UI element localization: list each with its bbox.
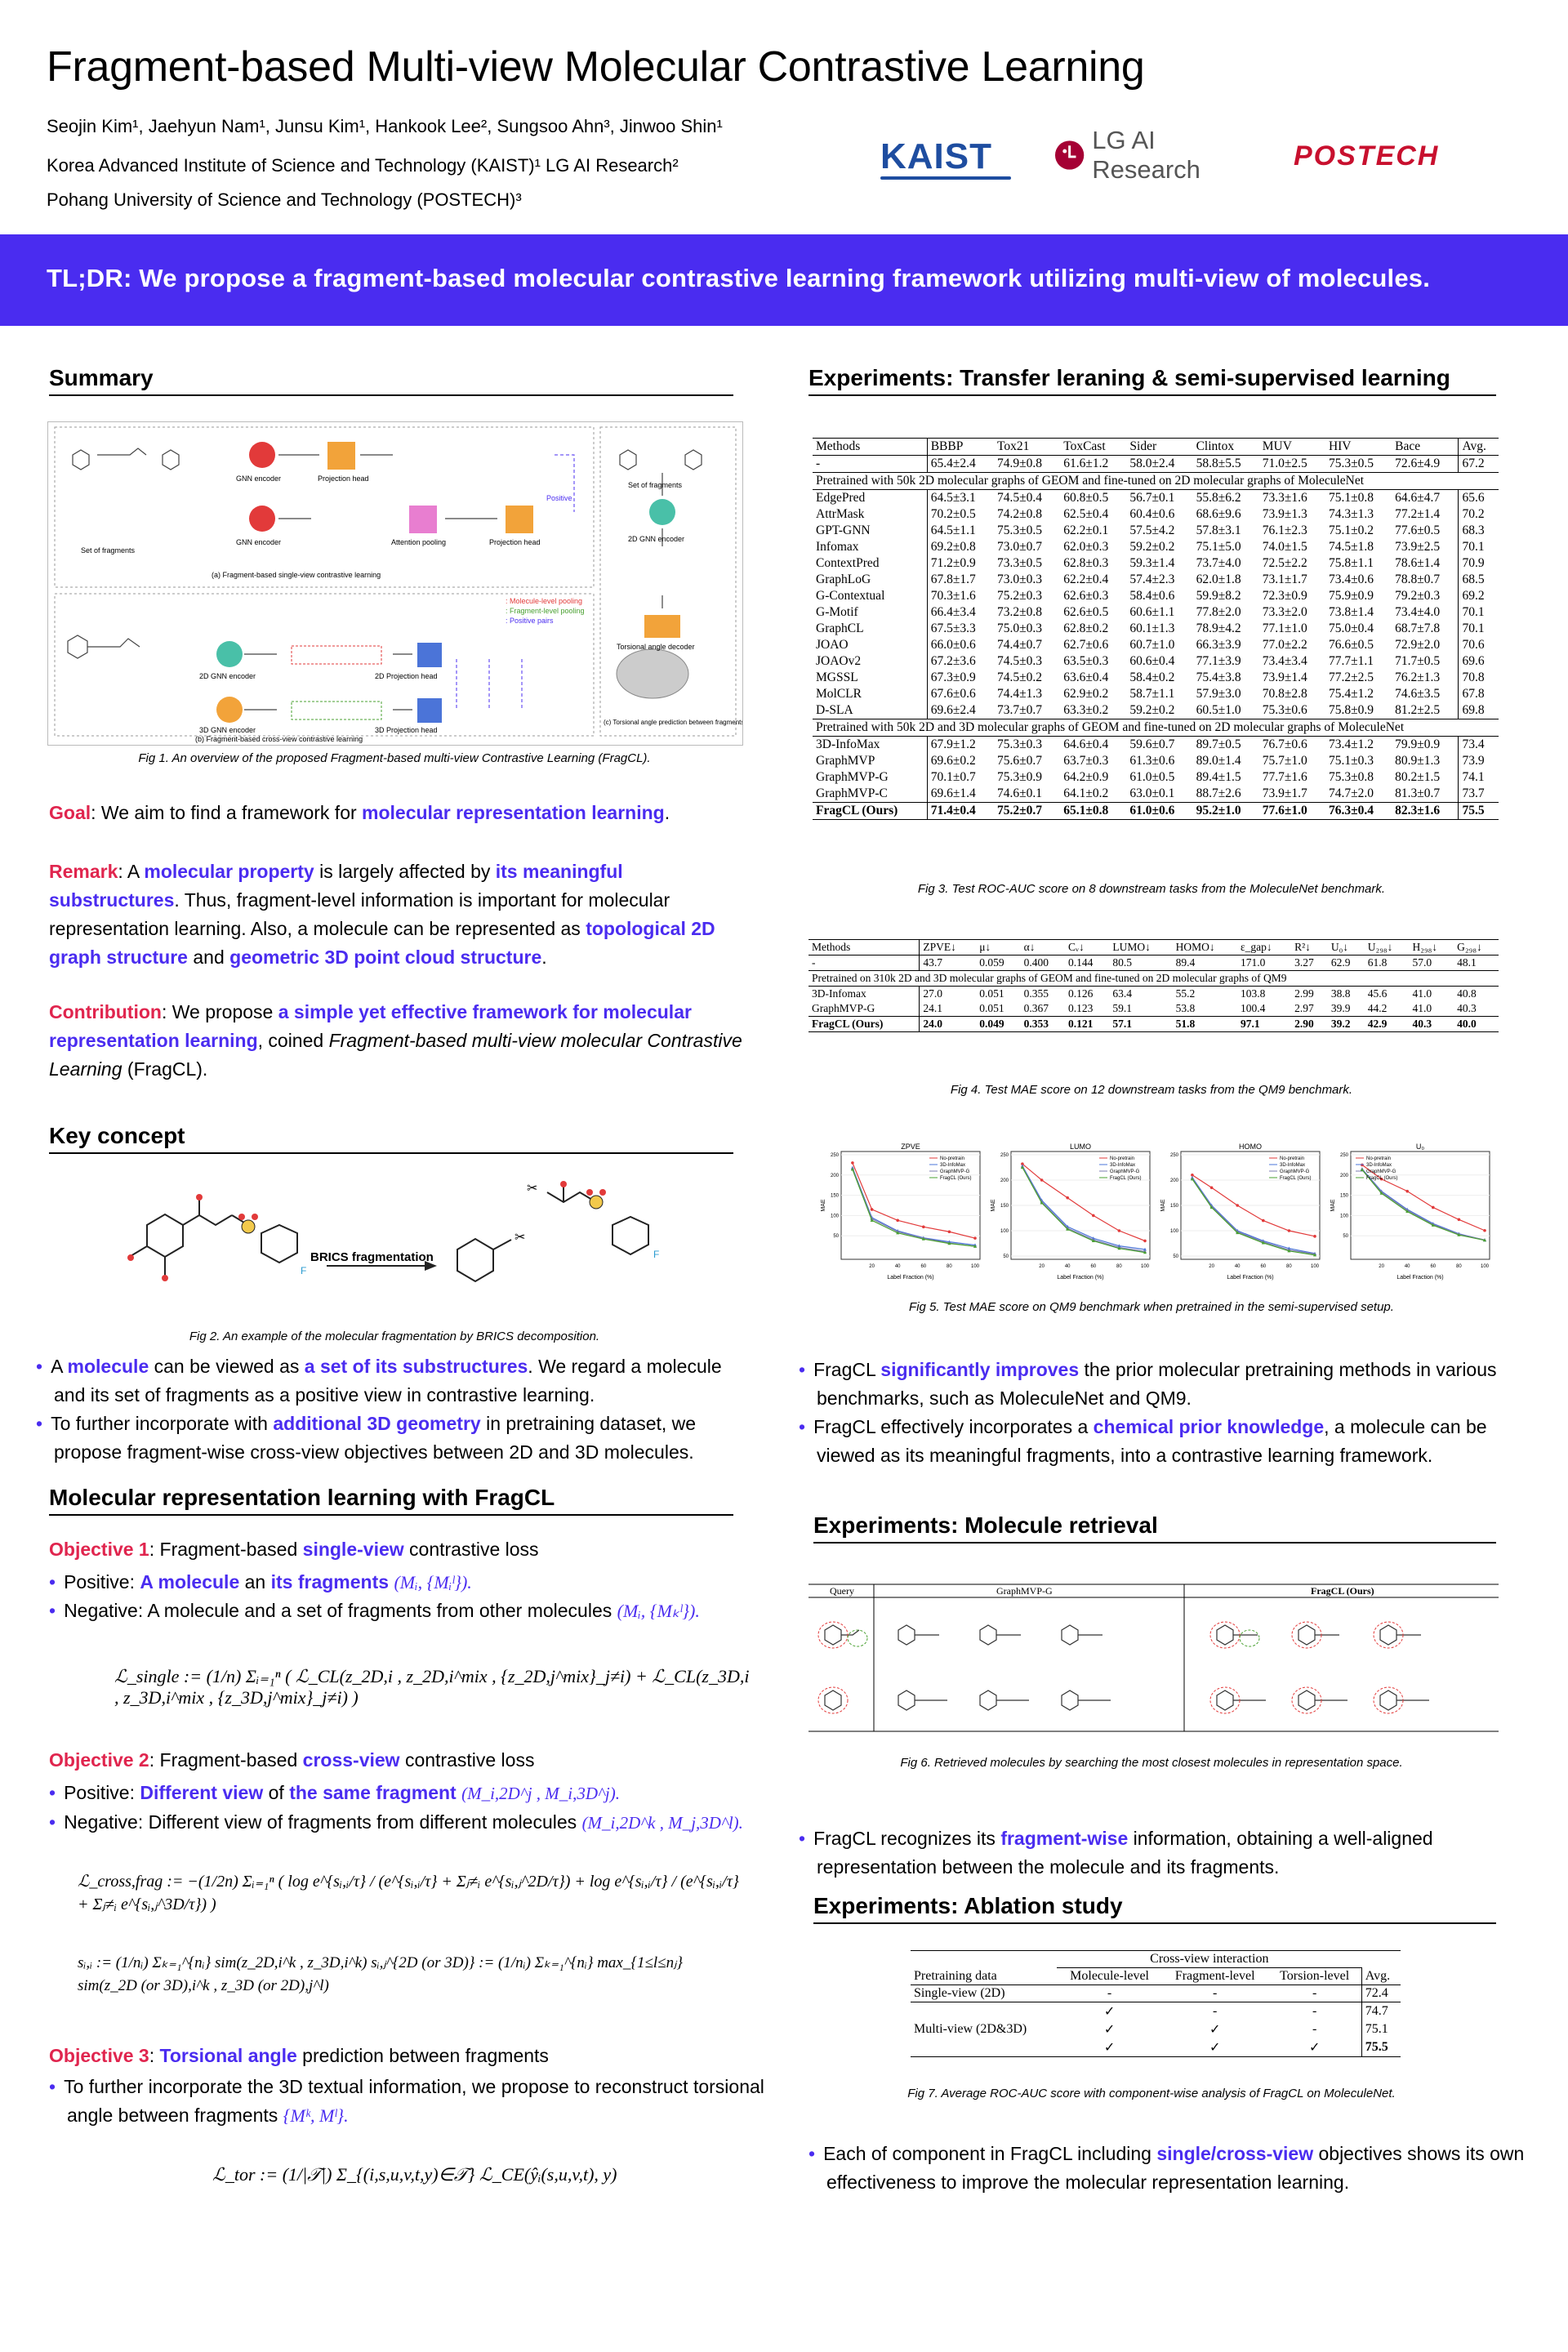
y-tick-label: 150 [1000, 1204, 1009, 1209]
fig1-3d-projection-head: 3D Projection head [375, 726, 438, 734]
data-point [1405, 1190, 1409, 1193]
x-tick-label: 60 [1430, 1264, 1437, 1269]
svg-text:F: F [653, 1249, 660, 1260]
ablation-row-multi-2: ✓ ✓ - 75.1 [911, 2020, 1401, 2038]
ablation-table [911, 1950, 1401, 2057]
ablation-group-header: Cross-view interaction [1057, 1951, 1361, 1968]
lg-ai-logo: LG AI Research [1054, 137, 1267, 173]
t4-col-11: H₂₉₈↓ [1409, 940, 1454, 956]
x-tick-label: 60 [1260, 1264, 1267, 1269]
legend-entry: GraphMVP-G [1280, 1169, 1310, 1174]
fig1-caption: Fig 1. An overview of the proposed Fragment-based multi-view Contrastive Learning (FragCL). [138, 751, 651, 765]
table-row: G-Contextual 70.3±1.6 75.2±0.3 62.6±0.3 58.4±0.6 59.9±8.2 72.3±0.9 75.9±0.9 79.2±0.3 69.2 [813, 588, 1499, 604]
table-row: D-SLA 69.6±2.4 73.7±0.7 63.3±0.2 59.2±0.2 60.5±1.0 75.3±0.6 75.8±0.9 81.2±2.5 69.8 [813, 702, 1499, 719]
x-tick-label: 20 [869, 1264, 875, 1269]
poster-title: Fragment-based Multi-view Molecular Contrastive Learning [47, 43, 1145, 91]
t4-col-4: Cᵥ↓ [1065, 940, 1109, 956]
y-tick-label: 50 [1343, 1234, 1348, 1240]
y-tick-label: 200 [1000, 1178, 1009, 1183]
fig1-projection-head-b: Projection head [489, 538, 541, 546]
x-tick-label: 100 [1310, 1264, 1320, 1269]
data-point [1066, 1196, 1069, 1200]
retrieval-col-fragcl: FragCL (Ours) [1311, 1585, 1374, 1597]
legend-entry: GraphMVP-G [1110, 1169, 1140, 1174]
y-tick-label: 200 [1169, 1178, 1178, 1183]
table-row: EdgePred 64.5±3.1 74.5±0.4 60.8±0.5 56.7±0.1 55.8±6.2 73.3±1.6 75.1±0.8 64.6±4.7 65.6 [813, 490, 1499, 507]
objective-1-positive: • Positive: A molecule an its fragments (Mᵢ, {Mᵢˡ}). [49, 1571, 472, 1592]
table-row: MGSSL 67.3±0.9 74.5±0.2 63.6±0.4 58.4±0.2 75.4±3.8 73.9±1.4 77.2±2.5 76.2±1.3 70.8 [813, 670, 1499, 686]
table-row: AttrMask 70.2±0.5 74.2±0.8 62.5±0.4 60.4±0.6 68.6±9.6 73.9±1.3 74.3±1.3 77.2±1.4 70.2 [813, 506, 1499, 523]
x-tick-label: 100 [970, 1264, 980, 1269]
postech-logo: POSTECH [1294, 140, 1440, 172]
lg-circle-icon [1054, 139, 1085, 172]
y-tick-label: 50 [1173, 1254, 1178, 1259]
summary-heading: Summary [49, 365, 733, 396]
t3-col-9: Avg. [1459, 439, 1499, 456]
ablation-row-single: Single-view (2D) - - - 72.4 [911, 1985, 1401, 2002]
data-point [922, 1225, 925, 1228]
table-row: GraphMVP-G 70.1±0.7 75.3±0.9 64.2±0.9 61.0±0.5 89.4±1.5 77.7±1.6 75.3±0.8 80.2±1.5 74.1 [813, 769, 1499, 786]
table-row: ContextPred 71.2±0.9 73.3±0.5 62.8±0.3 59.3±1.4 73.7±4.0 72.5±2.2 75.8±1.1 78.6±1.4 70.9 [813, 555, 1499, 572]
qm9-table [808, 939, 1499, 1032]
chart-ylabel: MAE [1160, 1199, 1166, 1212]
ablation-row-multi-3: ✓ ✓ ✓ 75.5 [911, 2038, 1401, 2057]
method-heading: Molecular representation learning with FragCL [49, 1485, 733, 1516]
t3-col-7: HIV [1325, 439, 1392, 456]
x-tick-label: 80 [1116, 1264, 1122, 1269]
y-tick-label: 50 [1003, 1254, 1009, 1259]
y-tick-label: 250 [1169, 1153, 1178, 1158]
table-row: G-Motif 66.4±3.4 73.2±0.8 62.6±0.5 60.6±1.1 77.8±2.0 73.3±2.0 73.8±1.4 73.4±4.0 70.1 [813, 604, 1499, 621]
exp1-bullet-1: • FragCL significantly improves the prior molecular pretraining methods in various benchmarks, such as MoleculeNet and QM9. [799, 1359, 1497, 1409]
x-tick-label: 80 [1286, 1264, 1292, 1269]
fig4-table [808, 939, 1499, 1032]
ablation-col-avg: Avg. [1361, 1968, 1401, 1985]
t4-col-1: ZPVE↓ [920, 940, 976, 956]
fig1-legend-fragment: : Fragment-level pooling [506, 607, 585, 615]
retrieval-bullet: • FragCL recognizes its fragment-wise information, obtaining a well-aligned representation between the molecule and its fragments. [799, 1828, 1433, 1878]
fig3-table [813, 438, 1499, 820]
data-point [1210, 1187, 1214, 1190]
data-point [871, 1208, 874, 1211]
objective-2-negative: • Negative: Different view of fragments from different molecules (M_i,2D^k , M_j,3D^l). [49, 1811, 743, 1833]
fig4-caption: Fig 4. Test MAE score on 12 downstream tasks from the QM9 benchmark. [950, 1083, 1353, 1097]
t4-col-9: U₀↓ [1328, 940, 1365, 956]
data-point [1458, 1218, 1461, 1222]
legend-entry: FragCL (Ours) [1366, 1176, 1398, 1181]
t3-col-0: Methods [813, 439, 927, 456]
fig7-table [911, 1950, 1401, 2057]
objective-1: Objective 1: Fragment-based single-view contrastive loss [49, 1539, 539, 1560]
fig1-panel-c-caption: (c) Torsional angle prediction between fragments [604, 719, 742, 726]
table-row: GraphLoG 67.8±1.7 73.0±0.3 62.2±0.4 57.4±2.3 62.0±1.8 73.1±1.7 73.4±0.6 78.8±0.7 68.5 [813, 572, 1499, 588]
y-tick-label: 250 [1339, 1153, 1348, 1158]
objective-2-bullets [49, 1779, 760, 1838]
key-concept-bullet-1: • A molecule can be viewed as a set of its substructures. We regard a molecule and its set of fragments as a positive view in contrastive learning. [36, 1356, 722, 1405]
y-tick-label: 50 [833, 1234, 839, 1240]
kaist-logo: KAIST [880, 137, 1015, 186]
x-tick-label: 40 [1404, 1264, 1410, 1269]
data-point [1483, 1229, 1486, 1232]
fig1-3d-gnn-encoder: 3D GNN encoder [199, 726, 256, 734]
fig6-retrieval [808, 1581, 1499, 1733]
x-tick-label: 80 [947, 1264, 952, 1269]
legend-entry: 3D-InfoMax [940, 1163, 966, 1168]
equation-torsion: ℒ_tor := (1/|𝒯|) Σ_{(i,s,u,v,t,y)∈𝒯} ℒ_CE(ŷᵢ(s,u,v,t), y) [212, 2164, 617, 2185]
x-tick-label: 100 [1480, 1264, 1490, 1269]
tldr-text: TL;DR: We propose a fragment-based molecular contrastive learning framework utilizing multi-view of molecules. [47, 264, 1431, 292]
contribution-paragraph: Contribution: We propose a simple yet effective framework for molecular representation learning, coined Fragment-based multi-view molecular Contrastive Learning (FragCL). [49, 1001, 742, 1080]
svg-text:F: F [301, 1265, 307, 1276]
y-tick-label: 250 [1000, 1153, 1009, 1158]
data-point [1432, 1206, 1435, 1209]
scissors-icon-2: ✂ [527, 1182, 538, 1196]
scissors-icon: ✂ [514, 1231, 526, 1245]
chart-ylabel: MAE [1330, 1199, 1336, 1212]
retrieval-col-query: Query [830, 1585, 854, 1597]
chart-ylabel: MAE [991, 1199, 996, 1212]
table-row: - 43.7 0.059 0.400 0.144 80.5 89.4 171.0 3.27 62.9 61.8 57.0 48.1 [808, 956, 1499, 971]
objective-3: Objective 3: Torsional angle prediction between fragments [49, 2045, 549, 2066]
retrieval-col-graphmvp: GraphMVP-G [996, 1585, 1053, 1597]
table-row: 3D-InfoMax 67.9±1.2 75.3±0.3 64.6±0.4 59.6±0.7 89.7±0.5 76.7±0.6 73.4±1.2 79.9±0.9 73.4 [813, 737, 1499, 754]
table-band: Pretrained with 50k 2D molecular graphs of GEOM and fine-tuned on 2D molecular graphs of MoleculeNet [813, 473, 1499, 490]
x-tick-label: 40 [894, 1264, 901, 1269]
chart-xlabel: Label Fraction (%) [1396, 1275, 1444, 1281]
y-tick-label: 200 [830, 1173, 839, 1178]
legend-entry: GraphMVP-G [1366, 1169, 1396, 1174]
fig1-overview [47, 421, 743, 746]
ablation-col-molecule: Molecule-level [1070, 1969, 1149, 1983]
t4-col-3: α↓ [1021, 940, 1065, 956]
legend-entry: 3D-InfoMax [1366, 1163, 1392, 1168]
fig1-attention-pooling: Attention pooling [391, 538, 447, 546]
fig1-gnn-encoder-b: GNN encoder [236, 538, 282, 546]
chart-title: LUMO [1069, 1143, 1092, 1151]
tldr-banner [0, 234, 1568, 326]
chart-title: U₀ [1415, 1143, 1425, 1151]
moleculenet-table [813, 438, 1499, 820]
table-band: Pretrained with 50k 2D and 3D molecular graphs of GEOM and fine-tuned on 2D molecular graphs of MoleculeNet [813, 719, 1499, 737]
t4-col-6: HOMO↓ [1173, 940, 1237, 956]
key-concept-bullet-2: • To further incorporate with additional 3D geometry in pretraining dataset, we propose fragment-wise cross-view objectives between 2D and 3D molecules. [36, 1413, 697, 1463]
legend-entry: No-pretrain [1366, 1156, 1392, 1161]
fig1-legend-molecule: : Molecule-level pooling [506, 597, 583, 605]
t4-col-5: LUMO↓ [1109, 940, 1172, 956]
t3-col-8: Bace [1392, 439, 1459, 456]
legend-entry: 3D-InfoMax [1110, 1163, 1136, 1168]
x-tick-label: 40 [1234, 1264, 1241, 1269]
data-point [948, 1230, 951, 1233]
remark-paragraph: Remark: A molecular property is largely affected by its meaningful substructures. Thus, fragment-level information is important for molecular representation learning. Also, a molecule can be represented as topological 2D graph structure and geometric 3D point cloud structure. [49, 861, 715, 968]
ablation-heading: Experiments: Ablation study [813, 1893, 1496, 1924]
t3-col-5: Clintox [1193, 439, 1259, 456]
fig1-2d-gnn-encoder: 2D GNN encoder [199, 672, 256, 680]
data-point [1040, 1178, 1044, 1182]
table-row: FragCL (Ours) 24.0 0.049 0.353 0.121 57.1 51.8 97.1 2.90 39.2 42.9 40.3 40.0 [808, 1017, 1499, 1032]
table-row: JOAOv2 67.2±3.6 74.5±0.3 63.5±0.3 60.6±0.4 77.1±3.9 73.4±3.4 77.7±1.1 71.7±0.5 69.6 [813, 653, 1499, 670]
y-tick-label: 100 [1169, 1229, 1178, 1234]
exp1-bullet-2: • FragCL effectively incorporates a chemical prior knowledge, a molecule can be viewed as its meaningful fragments, into a contrastive learning framework. [799, 1416, 1487, 1466]
data-point [896, 1219, 899, 1223]
legend-entry: No-pretrain [1280, 1156, 1305, 1161]
objective-2: Objective 2: Fragment-based cross-view contrastive loss [49, 1749, 535, 1771]
x-tick-label: 100 [1140, 1264, 1150, 1269]
x-tick-label: 20 [1379, 1264, 1384, 1269]
legend-entry: FragCL (Ours) [1280, 1176, 1312, 1181]
fig1-legend-positive: : Positive pairs [506, 617, 554, 625]
equation-single: ℒ_single := (1/n) Σᵢ₌₁ⁿ ( ℒ_CL(z_2D,i , z_2D,i^mix , {z_2D,j^mix}_j≠i) + ℒ_CL(z_3D,i , z_3D,i^mix , {z_3D,j^mix}_j≠i) ) [114, 1666, 750, 1708]
chart-ylabel: MAE [821, 1199, 826, 1212]
chart-xlabel: Label Fraction (%) [1057, 1275, 1104, 1281]
t3-col-2: Tox21 [994, 439, 1060, 456]
table-row: 3D-Infomax 27.0 0.051 0.355 0.126 63.4 55.2 103.8 2.99 38.8 45.6 41.0 40.8 [808, 987, 1499, 1002]
fig1-panel-b-caption: (b) Fragment-based cross-view contrastive learning [195, 735, 363, 743]
data-point [1092, 1214, 1095, 1218]
x-tick-label: 80 [1456, 1264, 1462, 1269]
y-tick-label: 100 [1000, 1229, 1009, 1234]
table-row: GPT-GNN 64.5±1.1 75.3±0.5 62.2±0.1 57.5±4.2 57.8±3.1 76.1±2.3 75.1±0.2 77.6±0.5 68.3 [813, 523, 1499, 539]
table-row: GraphMVP-C 69.6±1.4 74.6±0.1 64.1±0.2 63.0±0.1 88.7±2.6 73.9±1.7 74.7±2.0 81.3±0.7 73.7 [813, 786, 1499, 803]
t4-col-12: G₂₉₈↓ [1454, 940, 1499, 956]
t3-col-4: Sider [1126, 439, 1192, 456]
table-row: GraphMVP 69.6±0.2 75.6±0.7 63.7±0.3 61.3±0.6 89.0±1.4 75.7±1.0 75.1±0.3 80.9±1.3 73.9 [813, 753, 1499, 769]
objective-1-negative: • Negative: A molecule and a set of fragments from other molecules (Mᵢ, {Mₖˡ}). [49, 1600, 700, 1621]
fig5-charts [818, 1140, 1496, 1287]
data-point [1262, 1219, 1265, 1223]
t4-col-8: R²↓ [1291, 940, 1328, 956]
key-concept-heading: Key concept [49, 1123, 733, 1154]
y-tick-label: 100 [830, 1214, 839, 1219]
fig1-set-of-fragments-a: Set of fragments [81, 546, 136, 555]
table-row: JOAO 66.0±0.6 74.4±0.7 62.7±0.6 60.7±1.0 66.3±3.9 77.0±2.2 76.6±0.5 72.9±2.0 70.6 [813, 637, 1499, 653]
equation-similarity: sᵢ,ᵢ := (1/nᵢ) Σₖ₌₁^{nᵢ} sim(z_2D,i^k , z_3D,i^k) sᵢ,ⱼ^{2D (or 3D)} := (1/nᵢ) Σₖ₌₁^{nᵢ} max_{1≤l≤nⱼ} sim(z_2D (or 3D),i^k , z_3D (or 2D),j^l) [78, 1954, 684, 1994]
affiliation-2: Pohang University of Science and Technology (POSTECH)³ [47, 189, 522, 210]
y-tick-label: 150 [1339, 1193, 1348, 1199]
t3-col-1: BBBP [927, 439, 994, 456]
x-tick-label: 60 [920, 1264, 927, 1269]
fig3-caption: Fig 3. Test ROC-AUC score on 8 downstream tasks from the MoleculeNet benchmark. [917, 882, 1386, 896]
t4-col-0: Methods [808, 940, 920, 956]
legend-entry: No-pretrain [1110, 1156, 1135, 1161]
legend-entry: GraphMVP-G [940, 1169, 970, 1174]
table-row: GraphCL 67.5±3.3 75.0±0.3 62.8±0.2 60.1±1.3 78.9±4.2 77.1±1.0 75.0±0.4 68.7±7.8 70.1 [813, 621, 1499, 637]
t4-col-10: U₂₉₈↓ [1365, 940, 1410, 956]
chart-title: ZPVE [901, 1143, 920, 1151]
t4-col-2: μ↓ [976, 940, 1020, 956]
y-tick-label: 150 [830, 1193, 839, 1199]
y-tick-label: 150 [1169, 1204, 1178, 1209]
legend-entry: No-pretrain [940, 1156, 965, 1161]
ablation-col-fragment: Fragment-level [1174, 1969, 1255, 1983]
t3-col-3: ToxCast [1060, 439, 1126, 456]
table-row: MolCLR 67.6±0.6 74.4±1.3 62.9±0.2 58.7±1.1 57.9±3.0 70.8±2.8 75.4±1.2 74.6±3.5 67.8 [813, 686, 1499, 702]
chart-xlabel: Label Fraction (%) [1227, 1275, 1274, 1281]
fig1-positive-label: Positive [546, 494, 572, 502]
data-point [973, 1236, 977, 1240]
x-tick-label: 20 [1209, 1264, 1214, 1269]
table-band: Pretrained on 310k 2D and 3D molecular graphs of GEOM and fine-tuned on 2D molecular graphs of QM9 [808, 971, 1499, 987]
goal-paragraph: Goal: We aim to find a framework for molecular representation learning. [49, 802, 670, 823]
t3-col-6: MUV [1259, 439, 1325, 456]
fig1-panel-a-caption: (a) Fragment-based single-view contrastive learning [212, 571, 381, 579]
fig1-2d-gnn-encoder-c: 2D GNN encoder [628, 535, 685, 543]
fig2-caption: Fig 2. An example of the molecular fragmentation by BRICS decomposition. [189, 1330, 600, 1343]
y-tick-label: 100 [1339, 1214, 1348, 1219]
x-tick-label: 60 [1090, 1264, 1097, 1269]
fig1-set-of-fragments-c: Set of fragments [628, 481, 683, 489]
fig5-caption: Fig 5. Test MAE score on QM9 benchmark when pretrained in the semi-supervised setup. [909, 1300, 1394, 1314]
fig7-caption: Fig 7. Average ROC-AUC score with component-wise analysis of FragCL on MoleculeNet. [907, 2087, 1396, 2100]
data-point [1236, 1204, 1239, 1207]
data-point [1313, 1235, 1316, 1238]
x-tick-label: 20 [1039, 1264, 1045, 1269]
objective-3-bullet: • To further incorporate the 3D textual information, we propose to reconstruct torsional angle between fragments {Mᵏ, Mˡ}. [49, 2076, 764, 2126]
legend-entry: FragCL (Ours) [940, 1176, 972, 1181]
fig2-brics-diagram [90, 1160, 727, 1323]
legend-entry: FragCL (Ours) [1110, 1176, 1142, 1181]
fig1-2d-projection-head: 2D Projection head [375, 672, 438, 680]
table-row: Infomax 69.2±0.8 73.0±0.7 62.0±0.3 59.2±0.2 75.1±5.0 74.0±1.5 74.5±1.8 73.9±2.5 70.1 [813, 539, 1499, 555]
legend-entry: 3D-InfoMax [1280, 1163, 1306, 1168]
fig6-caption: Fig 6. Retrieved molecules by searching the most closest molecules in representation space. [900, 1756, 1403, 1770]
data-point [1118, 1229, 1121, 1232]
ablation-col-torsion: Torsion-level [1280, 1969, 1350, 1983]
chart-xlabel: Label Fraction (%) [887, 1275, 934, 1281]
brics-label: BRICS fragmentation [310, 1250, 434, 1264]
ablation-col-data: Pretraining data [914, 1968, 997, 1983]
affiliation-1: Korea Advanced Institute of Science and Technology (KAIST)¹ LG AI Research² [47, 155, 679, 176]
chart-title: HOMO [1239, 1143, 1262, 1151]
data-point [1288, 1229, 1291, 1232]
fig1-projection-head-a: Projection head [318, 474, 369, 483]
ablation-row-multi-1: Multi-view (2D&3D) ✓ - - 74.7 [911, 2002, 1401, 2021]
data-point [851, 1161, 854, 1165]
x-tick-label: 40 [1064, 1264, 1071, 1269]
t4-col-7: ε_gap↓ [1237, 940, 1291, 956]
table-row: FragCL (Ours) 71.4±0.4 75.2±0.7 65.1±0.8 61.0±0.6 95.2±1.0 77.6±1.0 76.3±0.4 82.3±1.6 75.5 [813, 803, 1499, 820]
fig1-gnn-encoder-a: GNN encoder [236, 474, 282, 483]
table-row: GraphMVP-G 24.1 0.051 0.367 0.123 59.1 53.8 100.4 2.97 39.9 44.2 41.0 40.3 [808, 1001, 1499, 1017]
key-concept-bullets [36, 1352, 746, 1467]
objective-1-bullets [49, 1568, 751, 1625]
fig1-torsion-decoder: Torsional angle decoder [617, 643, 695, 651]
data-point [1143, 1240, 1147, 1243]
objective-2-positive: • Positive: Different view of the same fragment (M_i,2D^j , M_i,3D^j). [49, 1782, 620, 1803]
equation-cross-frag: ℒ_cross,frag := −(1/2n) Σᵢ₌₁ⁿ ( log e^{sᵢ,ᵢ/τ} / (e^{sᵢ,ᵢ/τ} + Σⱼ≠ᵢ e^{sᵢ,ⱼ^2D/τ}) + log e^{sᵢ,ᵢ/τ} / (e^{sᵢ,ᵢ/τ} + Σⱼ≠ᵢ e^{sᵢ,ⱼ^3D/τ}) ) [78, 1873, 739, 1913]
author-list: Seojin Kim¹, Jaehyun Nam¹, Junsu Kim¹, Hankook Lee², Sungsoo Ahn³, Jinwoo Shin¹ [47, 116, 723, 136]
y-tick-label: 200 [1339, 1173, 1348, 1178]
ablation-bullet: • Each of component in FragCL including single/cross-view objectives shows its own effectiveness to improve the molecular representation learning. [808, 2143, 1525, 2193]
y-tick-label: 250 [830, 1153, 839, 1158]
table-row: - 65.4±2.4 74.9±0.8 61.6±1.2 58.0±2.4 58.8±5.5 71.0±2.5 75.3±0.5 72.6±4.9 67.2 [813, 456, 1499, 473]
exp1-heading: Experiments: Transfer leraning & semi-supervised learning [808, 365, 1496, 396]
exp1-bullets [799, 1356, 1509, 1470]
retrieval-heading: Experiments: Molecule retrieval [813, 1512, 1496, 1544]
